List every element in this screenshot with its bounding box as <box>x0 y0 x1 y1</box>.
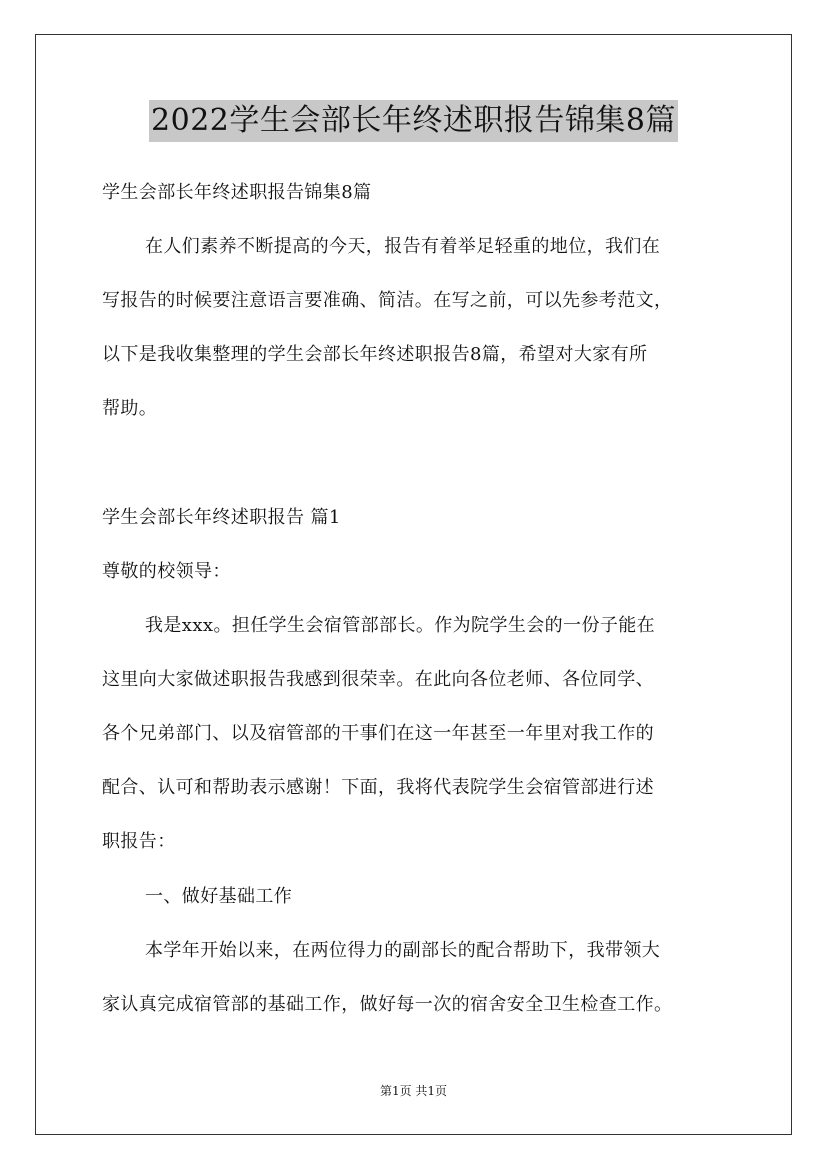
document-title: 2022学生会部长年终述职报告锦集8篇 <box>149 100 678 142</box>
point-line-2: 家认真完成宿管部的基础工作，做好每一次的宿舍安全卫生检查工作。 <box>102 994 673 1015</box>
title-wrap <box>0 100 827 142</box>
intro-line-3: 以下是我收集整理的学生会部长年终述职报告8篇，希望对大家有所 <box>102 344 648 365</box>
document-subtitle: 学生会部长年终述职报告锦集8篇 <box>102 182 372 203</box>
body-line-5: 职报告： <box>102 831 176 852</box>
body-line-3: 各个兄弟部门、以及宿管部的干事们在这一年甚至一年里对我工作的 <box>102 723 654 744</box>
body-line-1: 我是xxx。担任学生会宿管部部长。作为院学生会的一份子能在 <box>145 615 656 636</box>
salutation: 尊敬的校领导： <box>102 561 231 582</box>
point-heading: 一、做好基础工作 <box>145 886 293 907</box>
point-line-1: 本学年开始以来，在两位得力的副部长的配合帮助下，我带领大 <box>145 940 661 961</box>
body-line-4: 配合、认可和帮助表示感谢！下面，我将代表院学生会宿管部进行述 <box>102 777 654 798</box>
intro-line-2: 写报告的时候要注意语言要准确、简洁。在写之前，可以先参考范文， <box>102 290 673 311</box>
intro-line-4: 帮助。 <box>102 398 158 419</box>
section-heading: 学生会部长年终述职报告 篇1 <box>102 507 341 528</box>
intro-line-1: 在人们素养不断提高的今天，报告有着举足轻重的地位，我们在 <box>145 236 661 257</box>
body-line-2: 这里向大家做述职报告我感到很荣幸。在此向各位老师、各位同学、 <box>102 669 654 690</box>
page-footer: 第1页 共1页 <box>379 1084 448 1098</box>
